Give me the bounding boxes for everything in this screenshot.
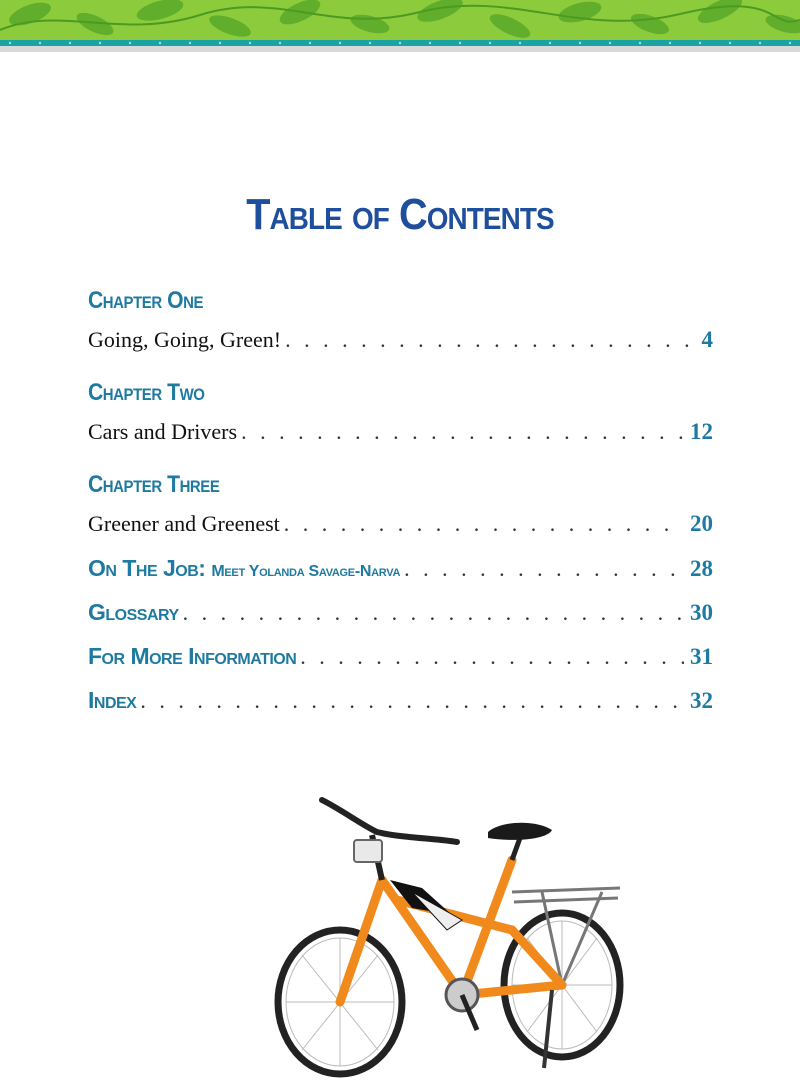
toc-entry: Greener and Greenest	[88, 511, 280, 536]
toc-row[interactable]	[88, 590, 713, 634]
bicycle-icon	[262, 780, 642, 1086]
toc-entry: For More Information	[88, 643, 297, 669]
leaf-pattern-icon	[0, 0, 800, 62]
toc-row[interactable]	[88, 546, 713, 590]
dot-leader	[284, 502, 684, 546]
page-number: 28	[690, 556, 713, 581]
toc-entry-sub: Meet Yolanda Savage-Narva	[211, 563, 401, 580]
toc-entry: Going, Going, Green!	[88, 327, 282, 352]
dot-leader	[183, 591, 684, 634]
chapter-heading: Chapter One	[88, 287, 204, 314]
toc-row[interactable]	[88, 318, 713, 362]
toc-entry: Cars and Drivers	[88, 419, 238, 444]
dot-leader	[285, 318, 695, 362]
page-title: Table of Contents	[246, 190, 554, 239]
dot-leader	[140, 679, 684, 722]
toc-entry-main: On The Job:	[88, 555, 206, 581]
toc-row[interactable]	[88, 678, 713, 722]
table-of-contents	[88, 284, 713, 722]
leaf-border-band	[0, 0, 800, 62]
page-number: 32	[690, 688, 713, 713]
toc-row[interactable]	[88, 410, 713, 454]
page-number: 4	[701, 327, 713, 352]
dot-leader	[300, 635, 684, 678]
dot-leader	[404, 547, 684, 590]
toc-row[interactable]	[88, 502, 713, 546]
toc-entry: Glossary	[88, 599, 179, 625]
toc-entry: Index	[88, 687, 137, 713]
page-number: 31	[690, 644, 713, 669]
chapter-heading: Chapter Two	[88, 379, 205, 406]
bicycle-image	[262, 780, 642, 1086]
chapter-heading: Chapter Three	[88, 471, 220, 498]
page-number: 30	[690, 600, 713, 625]
toc-entry	[88, 546, 404, 590]
toc-row[interactable]	[88, 634, 713, 678]
dot-leader	[241, 410, 684, 454]
page-number: 12	[690, 419, 713, 444]
page-number: 20	[690, 511, 713, 536]
